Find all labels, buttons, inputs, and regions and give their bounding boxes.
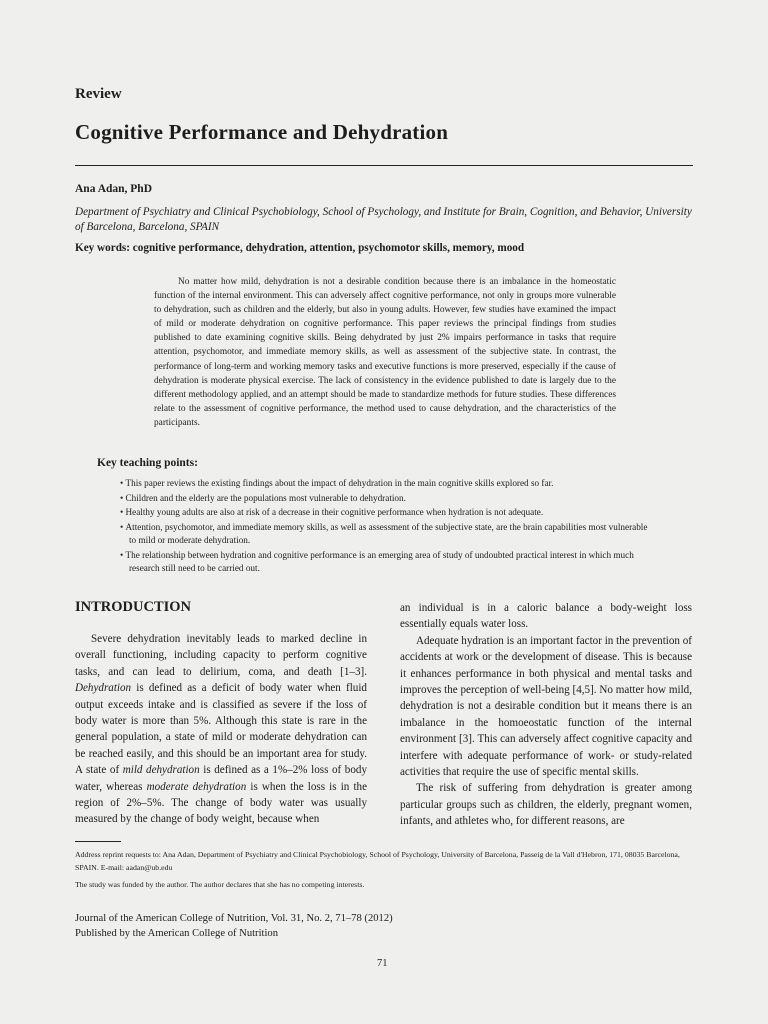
footnotes — [75, 848, 697, 895]
body-column-right — [400, 600, 692, 830]
author-name: Ana Adan, PhD — [75, 183, 153, 195]
introduction-heading: INTRODUCTION — [75, 599, 192, 615]
footnote-address: Address reprint requests to: Ana Adan, Department of Psychiatry and Clinical Psychobiology, School of Psychology, University of Barcelona, Passeig de la Vall d'Hebron, 171, 08035 Barcelona, SPAIN. E-mail: aadan@ub.edu — [75, 850, 680, 872]
key-teaching-points-list — [120, 477, 650, 577]
keywords: Key words: cognitive performance, dehydration, attention, psychomotor skills, memory, mood — [75, 242, 525, 254]
footnote-divider — [75, 841, 121, 842]
paragraph: an individual is in a caloric balance a body-weight loss essentially equals water loss. — [400, 602, 692, 631]
term-moderate-dehydration: moderate dehydration — [146, 780, 247, 793]
text-run: Severe dehydration inevitably leads to marked decline in overall functioning, including capacity to perform cognitive tasks, and can lead to delirium, coma, and death [1–3]. — [75, 633, 367, 678]
text-run: is defined as a deficit of body water when fluid output exceeds intake and is classified as severe if the loss of body water is more than 5%. Although this state is rare in the general population, a state of mild or moderate dehydration can be reached easily, and this should be an important area for study. A state of — [75, 682, 367, 777]
list-item: • This paper reviews the existing findings about the impact of dehydration in the main cognitive skills explored so far. — [120, 477, 650, 491]
list-item: • Attention, psychomotor, and immediate memory skills, as well as assessment of the subjective state, are the brain capabilities most vulnerable to mild or moderate dehydration. — [120, 521, 650, 548]
key-teaching-points-heading: Key teaching points: — [97, 457, 198, 469]
paragraph: Adequate hydration is an important factor in the prevention of accidents at work or the development of disease. This is because it enhances performance in both physical and mental tasks and improves the perception of well-being [4,5]. No matter how mild, dehydration is not a desirable condition but it means there is an imbalance in the homoeostatic function of the internal environment [3]. This can adversely affect cognitive capacity and interfere with adequate performance of work- or study-related activities that require the use of specific mental skills. — [400, 634, 692, 779]
paragraph — [75, 631, 367, 828]
list-item: • Children and the elderly are the populations most vulnerable to dehydration. — [120, 492, 650, 506]
text-run: is defined as a 1%–2% loss of body water, whereas — [75, 764, 367, 793]
list-item: • Healthy young adults are also at risk of a decrease in their cognitive performance when hydration is not adequate. — [120, 506, 650, 520]
author-affiliation: Department of Psychiatry and Clinical Psychobiology, School of Psychology, and Institute for Brain, Cognition, and Behavior, University of Barcelona, Barcelona, SPAIN — [75, 206, 692, 233]
page-number: 71 — [377, 958, 388, 969]
article-title: Cognitive Performance and Dehydration — [75, 120, 449, 144]
journal-info — [75, 911, 393, 941]
text-run: is when the loss is in the region of 2%–5%. The change of body water was usually measured by the change of body weight, because when — [75, 780, 368, 826]
paragraph: The risk of suffering from dehydration is greater among particular groups such as children, the elderly, pregnant women, infants, and athletes who, for different reasons, are — [400, 782, 692, 828]
term-mild-dehydration: mild dehydration — [122, 764, 200, 777]
body-column-left — [75, 631, 367, 828]
journal-citation: Journal of the American College of Nutrition, Vol. 31, No. 2, 71–78 (2012) — [75, 913, 393, 924]
journal-publisher: Published by the American College of Nutrition — [75, 928, 279, 939]
section-label: Review — [75, 86, 122, 102]
list-item: • The relationship between hydration and cognitive performance is an emerging area of study of undoubted practical interest in which much research still need to be carried out. — [120, 549, 650, 576]
footnote-funding: The study was funded by the author. The author declares that she has no competing interests. — [75, 880, 365, 889]
title-divider — [75, 165, 693, 166]
term-dehydration: Dehydration — [75, 682, 132, 695]
abstract: No matter how mild, dehydration is not a desirable condition because there is an imbalance in the homeostatic function of the internal environment. This can adversely affect cognitive performance, not only in groups more vulnerable to dehydration, such as children and the elderly, but also in young adults. However, few studies have examined the impact of mild or moderate dehydration on cognitive performance. This paper reviews the principal findings from studies published to date examining cognitive skills. Being dehydrated by just 2% impairs performance in tasks that require attention, psychomotor, and immediate memory skills, as well as assessment of the subjective state. In contrast, the performance of long-term and working memory tasks and executive functions is more preserved, especially if the cause of dehydration is moderate physical exercise. The lack of consistency in the evidence published to date is largely due to the different methodology applied, and an attempt should be made to standardize methods for future studies. These differences relate to the assessment of cognitive performance, the method used to cause dehydration, and the characteristics of the participants. — [154, 277, 616, 428]
